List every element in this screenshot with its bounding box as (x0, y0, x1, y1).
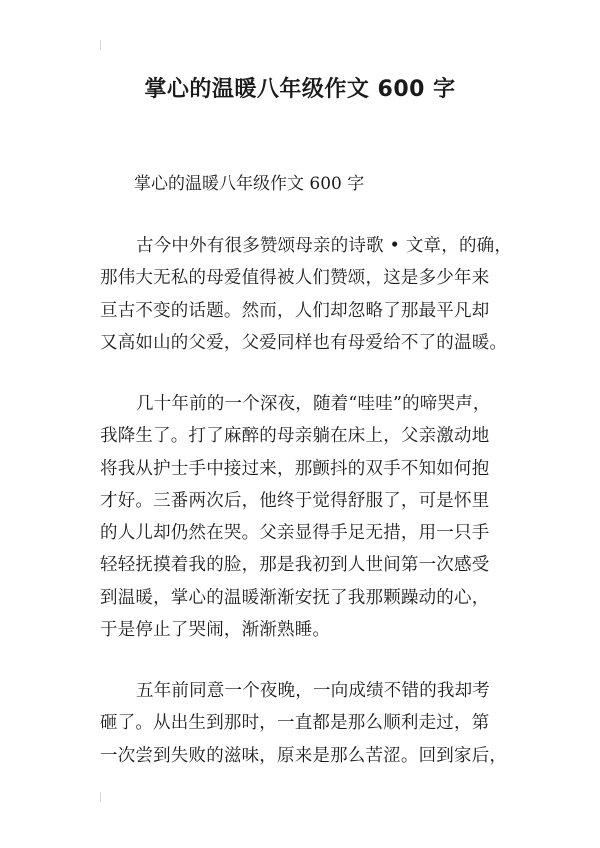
page-title: 掌心的温暖八年级作文 600 字 (144, 77, 456, 102)
paragraph-1 (100, 230, 530, 359)
paragraph-line: 亘古不变的话题。然而，人们却忽略了那最平凡却 (100, 300, 490, 321)
paragraph-line: 几十年前的一个深夜，随着“哇哇”的啼哭声， (136, 394, 491, 414)
essay-subtitle: 掌心的温暖八年级作文 600 字 (134, 174, 365, 194)
paragraph-line: 又高如山的父爱，父爱同样也有母爱给不了的温暖。 (100, 332, 508, 353)
paragraph-line: 轻轻抚摸着我的脸，那是我初到人世间第一次感受 (100, 555, 490, 576)
paragraph-line: 的人儿却仍然在哭。父亲显得手足无措，用一只手 (100, 523, 490, 544)
paragraph-line: 砸了。从出生到那时，一直都是那么顺利走过，第 (100, 713, 490, 734)
paragraph-line: 五年前同意一个夜晚，一向成绩不错的我却考 (136, 681, 490, 701)
crop-mark-top (100, 40, 101, 50)
paragraph-3 (100, 675, 530, 772)
paragraph-line: 我降生了。打了麻醉的母亲躺在床上，父亲激动地 (100, 426, 490, 447)
paragraph-line: 于是停止了哭闹，渐渐熟睡。 (100, 620, 331, 641)
paragraph-2 (100, 388, 530, 646)
paragraph-line: 一次尝到失败的滋味，原来是那么苦涩。回到家后， (100, 745, 508, 766)
paragraph-line: 将我从护士手中接过来，那颤抖的双手不知如何抱 (100, 458, 490, 479)
paragraph-line: 古今中外有很多赞颂母亲的诗歌 • 文章，的确， (136, 236, 513, 256)
paragraph-line: 才好。三番两次后，他终于觉得舒服了，可是怀里 (100, 490, 490, 511)
paragraph-line: 到温暖，掌心的温暖渐渐安抚了我那颗躁动的心， (100, 587, 490, 608)
paragraph-line: 那伟大无私的母爱值得被人们赞颂，这是多少年来 (100, 268, 490, 289)
crop-mark-bottom (100, 792, 101, 802)
